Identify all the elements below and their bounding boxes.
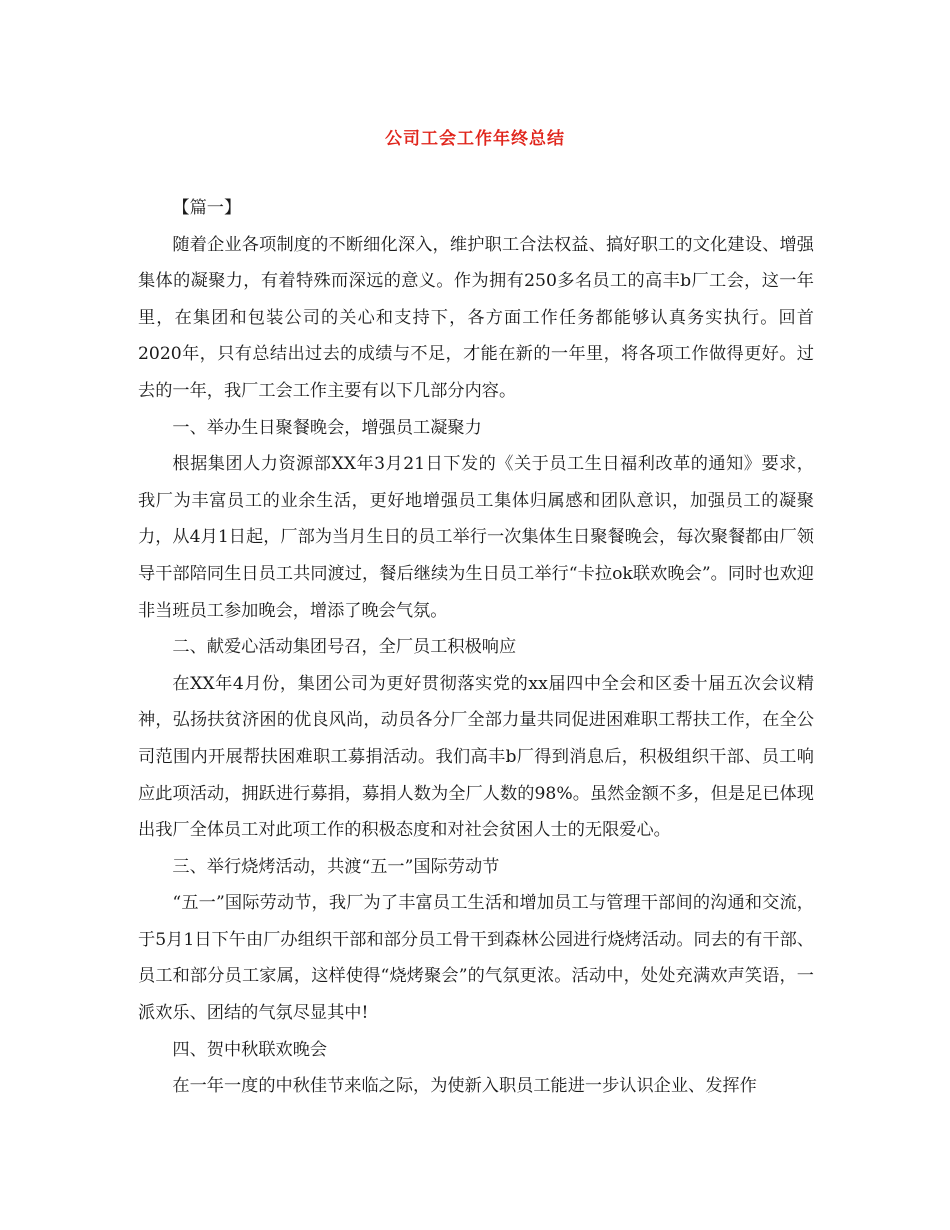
section-heading-2: 二、献爱心活动集团号召，全厂员工积极响应 [172, 637, 517, 658]
paragraph-donation: 在XX年4月份，集团公司为更好贯彻落实党的xx届四中全会和区委十届五次会议精神，弘扬扶贫济困的优良风尚，动员各分厂全部力量共同促进困难职工帮扶工作，在全公司范围内开展帮扶困难职工募捐活动。我们高丰b厂得到消息后，积极组织干部、员工响应此项活动，拥跃进行募捐，募捐人数为全厂人数的98%。虽然金额不多，但是足已体现出我厂全体员工对此项工作的积极态度和对社会贫困人士的无限爱心。 [138, 673, 814, 841]
section-heading-3: 三、举行烧烤活动，共渡“五一”国际劳动节 [172, 856, 500, 877]
section-heading-4: 四、贺中秋联欢晚会 [172, 1039, 328, 1060]
document-title: 公司工会工作年终总结 [385, 129, 565, 149]
section-label: 【篇一】 [172, 198, 242, 218]
section-heading-1: 一、举办生日聚餐晚会，增强员工凝聚力 [172, 417, 482, 438]
paragraph-birthday: 根据集团人力资源部XX年3月21日下发的《关于员工生日福利改革的通知》要求，我厂为丰富员工的业余生活，更好地增强员工集体归属感和团队意识，加强员工的凝聚力，从4月1日起，厂部为当月生日的员工举行一次集体生日聚餐晚会，每次聚餐都由厂领导干部陪同生日员工共同渡过，餐后继续为生日员工举行“卡拉ok联欢晚会”。同时也欢迎非当班员工参加晚会，增添了晚会气氛。 [138, 454, 814, 621]
paragraph-barbecue: “五一”国际劳动节，我厂为了丰富员工生活和增加员工与管理干部间的沟通和交流，于5月1日下午由厂办组织干部和部分员工骨干到森林公园进行烧烤活动。同去的有干部、员工和部分员工家属，这样使得“烧烤聚会”的气氛更浓。活动中，处处充满欢声笑语，一派欢乐、团结的气氛尽显其中! [138, 893, 814, 1024]
document-body [138, 190, 814, 1105]
paragraph-intro: 随着企业各项制度的不断细化深入，维护职工合法权益、搞好职工的文化建设、增强集体的凝聚力，有着特殊而深远的意义。作为拥有250多名员工的高丰b厂工会，这一年里，在集团和包装公司的关心和支持下，各方面工作任务都能够认真务实执行。回首2020年，只有总结出过去的成绩与不足，才能在新的一年里，将各项工作做得更好。过去的一年，我厂工会工作主要有以下几部分内容。 [138, 234, 814, 401]
paragraph-mid-autumn: 在一年一度的中秋佳节来临之际，为使新入职员工能进一步认识企业、发挥作 [172, 1076, 757, 1097]
